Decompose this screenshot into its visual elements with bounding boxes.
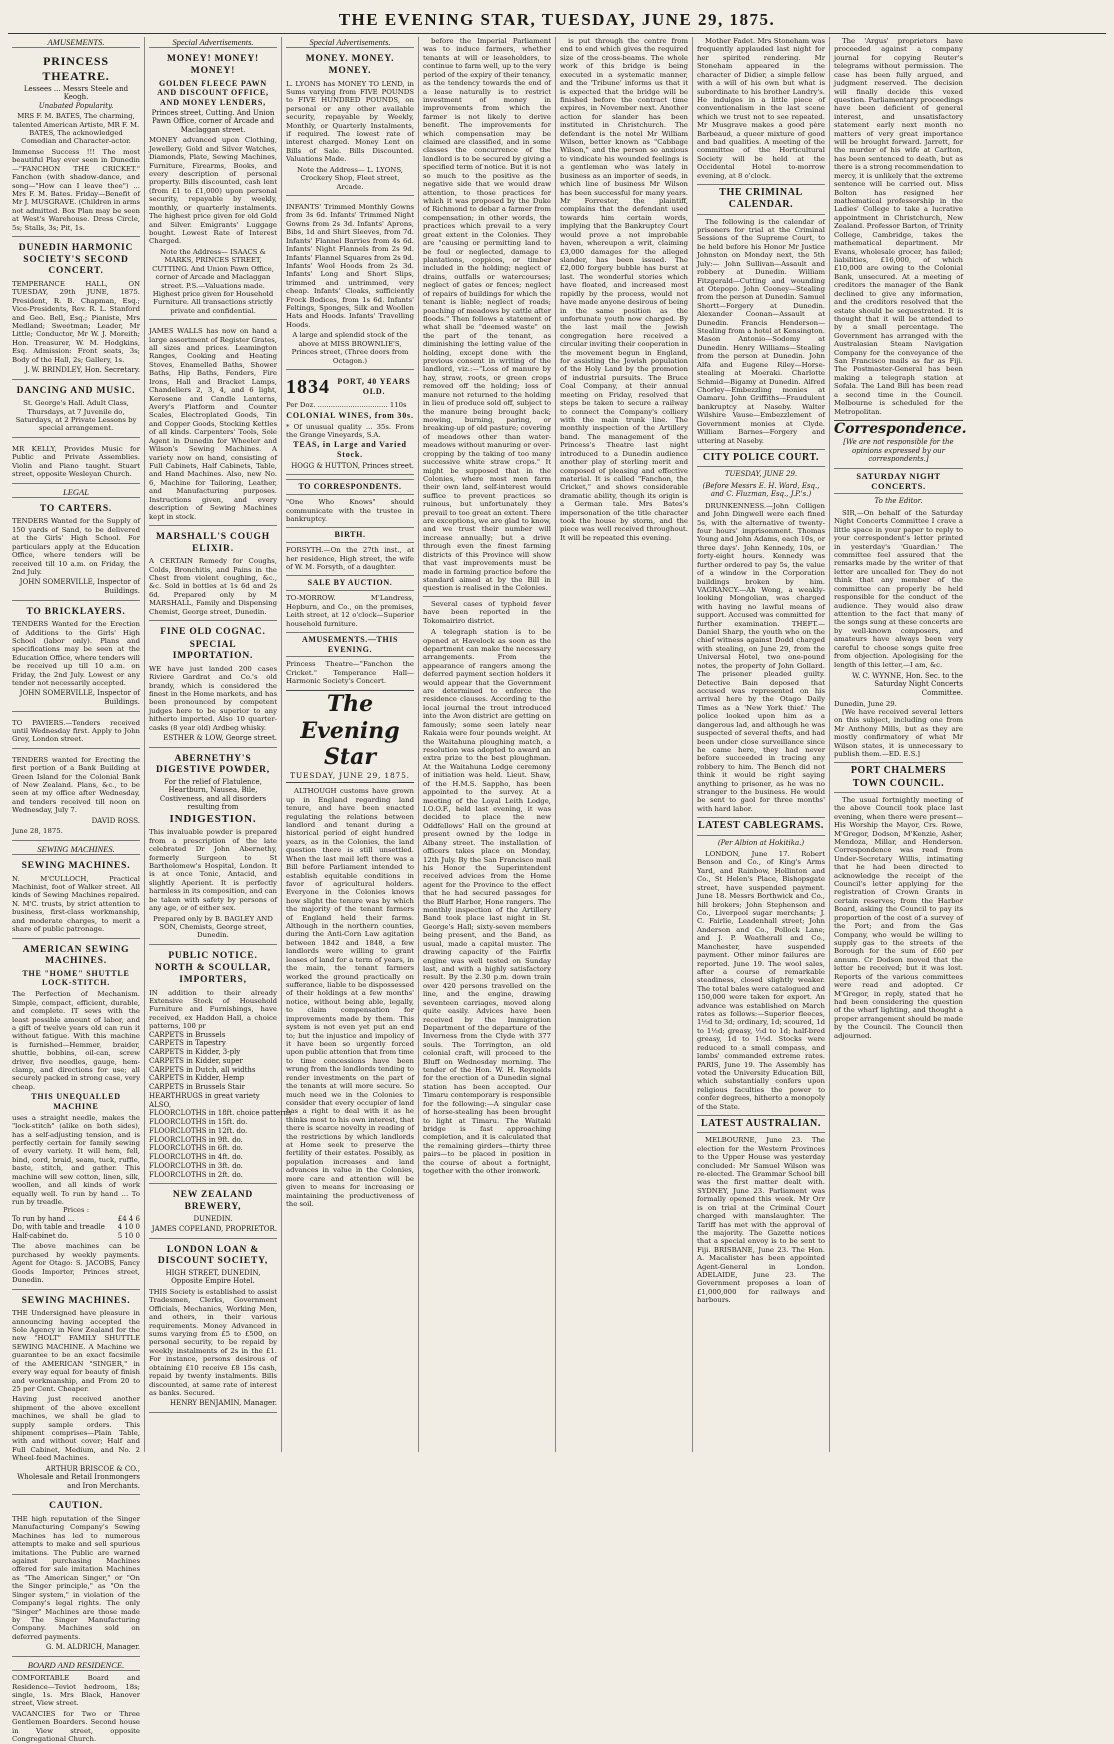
carpet-item: ALSO, xyxy=(149,1100,172,1109)
dancing-ad xyxy=(12,383,140,438)
ad-title: SEWING MACHINES. xyxy=(21,861,131,872)
ad-subtitle: Princes street, Cutting. And Union Pawn Office, corner of Arcade and Maclaggan street. xyxy=(151,108,275,134)
carpet-item: CARPETS in Kidder, super xyxy=(149,1056,243,1065)
legal-header: LEGAL xyxy=(12,487,140,498)
australian-header: LATEST AUSTRALIAN. xyxy=(697,1115,825,1133)
ad-body: JAMES WALLS has now on hand a large assortment of Register Grates, all sizes and prices. Leamington Ranges, Cooking and Heating Stoves, Enamelled Baths, Shower Baths, Hip Baths, Fenders, Fire Irons, Hall and Bracket Lamps, Chandeliers 2, 3, 4, and 6 light, Kerosene and Candle Lanterns, Avery's Platform and Counter Scales, Electroplated Goods, Tin and Copper Goods, Stocking Kettles of all kinds. Carpenters' Tools, Sole Agent in Dunedin for Wheeler and Wilson's Sewing Machines. A variety now on hand, consisting of Full Cabinets, Half Cabinets, Table, and Hand Machines. Also, new No. 6, Machine for Tailoring, Leather, and Manufacturing purposes. Instructions given, and every description of Sewing Machines kept in stock. xyxy=(149,327,277,521)
ad-signature: ARTHUR BRISCOE & CO., Wholesale and Retail Ironmongers and Iron Merchants. xyxy=(17,1464,140,1490)
news-paragraph: is put through the centre from end to end which gives the required size of the cross-beams. The whole work of this bridge is being executed in a systematic manner, and the 'Tribune' informs us that it is expected that the bridge will be finished before the contract time expires, in November next. Another action for slander has been instituted in Christchurch. The defendant is the notel Mr William Wilson, better known as "Cabbage Wilson," and the person so anxious to vindicate his wounded feelings is a gentleman who was lately in business as an importer of seeds, in which line of business Mr Wilson has been successful for many years. Mr Forrester, the plaintiff, complains that the defendant used towards him certain words, implying that the Bankruptcy Court would prove a not improbable haven, whereupon a writ, claiming £3,000 damages for the alleged slander, has been issued. The £2,000 forgery bubble has burst at last. The wonderful stories which have floated, and increased most rapidly by the process, would not have made anyone desirous of being in the same position as the unfortunate youth now charged. By the last mail the Jewish congregation here received a circular inviting their cooperation in the movement begun in England, for assisting the Jewish population of the Holy Land by the promotion of industrial pursuits. The Bruce Coal Company, at their annual meeting on Friday, resolved that steps be taken to secure a railway to connect the Company's colliery with the main trunk line. The monthly inspection of the Artillery band. The management of the Princess's Theatre last night introduced to a Dunedin audience another play of sterling merit and composed of pleasing and effective material. It is called "Fanchon, the Cricket," and shows considerable dramatic ability, though its origin is a German tale. Mrs Bates's impersonation of the title character took the house by storm, and the piece was well received throughout. It will be repeated this evening. xyxy=(560,37,688,542)
ad-title: GOLDEN FLEECE PAWN AND DISCOUNT OFFICE, AND MONEY LENDERS, xyxy=(157,78,269,108)
carpet-item: FLOORCLOTHS in 15ft. do. xyxy=(149,1118,248,1127)
singer-caution-ad xyxy=(12,1498,140,1656)
ad-signature: A large and splendid stock of the above at MISS BROWNLIE'S, Princes street, (Three doors from Octagon.) xyxy=(291,331,409,365)
ad-body: N. M'CULLOCH, Practical Machinist, foot of Walker street. All kinds of Sewing Machines repaired. N. M'C. trusts, by strict attention to business, first-class workmanship, and moderate charges, to merit a share of public patronage. xyxy=(12,874,140,934)
ad-title: INDIGESTION. xyxy=(169,812,257,825)
ad-body: This invaluable powder is prepared from a prescription of the late celebrated Dr John Abernethy, formerly Surgeon to St Bartholomew's Hospital, London. It is at once Tonic, Antacid, and slightly Aperient. It is perfectly harmless in its composition, and can be taken with safety by persons of any age, or of either sex. xyxy=(149,828,277,913)
carpet-item: FLOORCLOTHS in 2ft. do. xyxy=(149,1170,243,1179)
ad-title: TO CARTERS. xyxy=(39,503,113,514)
ad-body: MRS F. M. BATES, The charming, talented American Artiste, MR F. M. BATES, The acknowledged Comedian and Character-actor. xyxy=(12,112,140,146)
letter-signature: W. C. WYNNE, Hon. Sec. to the Saturday Night Concerts Committee. xyxy=(852,671,963,697)
ad-signature: JOHN SOMERVILLE, Inspector of Buildings. xyxy=(19,689,140,706)
ad-title: DUNEDIN HARMONIC SOCIETY'S SECOND CONCERT. xyxy=(18,243,134,277)
police-court-header: CITY POLICE COURT. xyxy=(697,449,825,467)
golden-fleece-ad xyxy=(149,51,277,320)
loan-society-ad xyxy=(149,1242,277,1413)
news-paragraph: Mother Fadet. Mrs Stoneham was frequently applauded last night for her spirited rendering. Mr Stoneham appeared in the character of Didier, a simple fellow with a will of his own but what is subordinate to his brother Landry's. He indulges in a little piece of conventionalism in the last scene which we trust not to see repeated. Mr Musgrave makes a good père Barbeaud, a queer mixture of good and bad qualities. A meeting of the committee of the Horticultural Society will be held at the Occidental Hotel to-morrow evening, at 8 o'clock. xyxy=(697,37,825,180)
ad-body: The above machines can be purchased by weekly payments. Agent for Otago: S. JACOBS, Fancy Goods Importer, Princes street, Dunedin. xyxy=(12,1242,140,1285)
ad-title: NORTH & SCOULLAR, IMPORTERS, xyxy=(155,963,271,985)
bricklayers-tender-ad xyxy=(12,604,140,712)
ad-signature: Prepared only by B. BAGLEY AND SON, Chemists, George street, Dunedin. xyxy=(153,914,273,940)
abernethy-ad xyxy=(149,751,277,945)
price-value: 5 10 0 xyxy=(117,1231,140,1240)
letter-date: Dunedin, June 29. xyxy=(834,699,897,708)
news-paragraph: The 'Argus' proprietors have proceeded against a company journal for copying Reuter's telegrams without permission. The case has been fully argued, and judgment reserved. The decision will finally decide this vexed question. Parliamentary proceedings have been deficient of general interest, and unsatisfactory statement early next month no matters of very great importance will be brought forward. Jarrett, for the murder of his wife at Carlton, has been sentenced to death, but as there is a strong recommendation to mercy, it is unlikely that the extreme sentence will be carried out. Miss Bolton has resigned her mathematical professorship in the Ladies' College to take a lucrative appointment in Christchurch, New Zealand. Professor Barton, of Trinity College, Cambridge, takes the mathematical department. Mr Evans, wholesale grocer, has failed; liabilities, £16,000, of which £10,000 are owing to the Colonial Bank, unsecured. At a meeting of creditors the manager of the Bank declined to give any information, and the creditors resolved that the estate should be sequestrated. It is thought that it will be attended to by a small percentage. The Government has arranged with the Australasian Steam Navigation Company for the conveyance of the San Francisco mails as far as Fiji. The Postmaster-General has been making a telegraph station at Sofala. The Land Bill has been read a second time in the Council. Melbourne is scheduled for the Metropolitan. xyxy=(834,37,963,416)
price-label: Do, with table and treadle xyxy=(12,1223,105,1232)
ad-title: THE "HOME" SHUTTLE LOCK-STITCH. xyxy=(22,968,130,988)
ad-body: Note the Address— ISAACS & MARKS, PRINCES STREET, CUTTING. And Union Pawn Office, corner of Arcade and Maclaggan street. P.S.—Valuations made. Highest price given for Household Furniture. All transactions strictly private and confidential. xyxy=(152,247,274,315)
carpet-item: CARPETS in Kidder, Hemp xyxy=(149,1074,245,1083)
correspondence-header: Correspondence. xyxy=(834,420,967,437)
ad-body: * Of unusual quality ... 35s. From the Grange Vineyards, S.A. xyxy=(286,422,414,439)
sewing-header: SEWING MACHINES. xyxy=(12,844,140,855)
ad-body: THIS Society is established to assist Tradesmen, Clerks, Government Officials, Mechanics, Working Men, and others, in their various requirements. Money Advanced in sums varying from £5 to £500, on personal security, to be repaid by weekly instalments of 2s in the £1. For instance, persons desirous of obtaining £10 receive £8 15s cash, repaid by twenty instalments. Bills discounted, at same rate of interest as banks. Secured. xyxy=(149,1287,277,1397)
carpet-item: FLOORCLOTHS in 4ft. do. xyxy=(149,1153,243,1162)
ad-signature: JAMES COPELAND, PROPRIETOR. xyxy=(151,1225,277,1234)
carpet-item: CARPETS in Dutch, all widths xyxy=(149,1065,256,1074)
holt-machine-ad xyxy=(12,1293,140,1496)
ad-title: SPECIAL IMPORTATION. xyxy=(172,639,254,662)
ad-body: INFANTS' Trimmed Monthly Gowns from 3s 6d. Infants' Trimmed Night Gowns from 2s 3d. Infants' Aprons, Bibs, 1d and Shirt Sleeves, from 7d. Infants' Flannel Barries from 4s 6d. Infants' Night Flannels from 2s 9d. Infants' Flannel Squares from 2s 9d. Infants' Wool Hoods from 2s 3d. Infants' Long and Short Slips, trimmed and untrimmed, very cheap. Infants' Cloaks, sufficiently Frock Bodices, from 1s 6d. Infants' Feltings, Sponges, Silk and Woollen Hats and Hoods. Infants' Travelling Hoods. xyxy=(286,203,414,329)
ad-body: IN addition to their already Extensive Stock of Household Furniture and Furnishings, have received, ex Haddon Hall, a choice patterns, 100 pr xyxy=(149,988,277,1031)
police-court-date: TUESDAY, JUNE 29. xyxy=(724,470,798,479)
ad-body: TEMPERANCE HALL, ON TUESDAY, 29th JUNE, 1875. President, R. B. Chapman, Esq.; Vice-Presidents, Rev. R. L. Stanford and Geo. Bell, Esq.; Pianiste, Mrs Medland; Sweetman; Leader, Mr Little; Conductor, Mr W. J. Moreith; Hon. Treasurer, W. M. Hodgkins, Esq. Admission: Front seats, 3s; Body of the Hall, 2s; Gallery, 1s. xyxy=(12,279,140,364)
port-chalmers-body: The usual fortnightly meeting of the above Council took place last evening, when there were present—His Worship the Mayor, Crs. Rowe, M'Gregor, Dodson, M'Kenzie, Asher, Mendoza, Millar, and Henderson. Correspondence was read from Under-Secretary Willis, intimating that he had been directed to acknowledge the receipt of the Council's letter applying for the registration of Crown Grants in certain reserves; from the Harbor Board, asking the Council to pay its proportion of the cost of a survey of the Port; and from the Gas Company, who would be willing to supply gas to the streets of the Borough for the sum of £60 per annum. Cr Dodson moved that the letter be received; but it was lost. Reports of the various committees were read and adopted. Cr M'Gregor, in reply, stated that he had been considering the question of the wharf lighting, and thought a proper arrangement should be made by the Council. The Council then adjourned. xyxy=(834,795,963,1040)
board-header: BOARD AND RESIDENCE. xyxy=(12,1660,140,1671)
carpet-item: FLOORCLOTHS in 9ft. do. xyxy=(149,1135,243,1144)
north-scoullar-ad xyxy=(149,948,292,1185)
ad-body: THE high reputation of the Singer Manufacturing Company's Sewing Machines has led to numerous attempts to make and sell spurious imitations. The Public are warned against purchasing Machines offered for sale imitation Machines as "The American Singer," or "On the Singer principle," as "On the Singer system," in violation of the Company's legal rights. The only "Singer" Machines are those made by The Singer Manufacturing Company. Machines sold on deferred payments. xyxy=(12,1514,140,1641)
port-chalmers-header: PORT CHALMERS TOWN COUNCIL. xyxy=(834,762,963,792)
ad-body: WE have just landed 200 cases Riviere Gardrat and Co.'s old brandy, which is considered the finest in the Home markets, and has been pronounced by competent judges here to be superior to any hitherto imported. Also 10 quarter-casks (8 year old) Ardbeg whisky. xyxy=(149,664,277,732)
carpet-item: FLOORCLOTHS in 6ft. do. xyxy=(149,1144,243,1153)
home-machine-ad xyxy=(12,942,140,1290)
column-2 xyxy=(145,37,292,1452)
column-5 xyxy=(556,37,693,1452)
brewery-ad xyxy=(149,1187,277,1238)
ad-subtitle: DUNEDIN. xyxy=(193,1214,233,1223)
ad-title: NEW ZEALAND BREWERY, xyxy=(172,1190,254,1213)
editorial-text: ALTHOUGH customs have grown up in England regarding land tenure, and have been enacted regulating the relations between landlord and tenant during a historical period of eight hundred years, as in the Colonies, the land question there is still unsettled. When the last mail left there was a Bill before Parliament intended to establish equitable conditions in favor of agricultural holders. Everyone in the Colonies knows how slight the tenure was by which the majority of the tenant farmers of England held their farms. Although in the northern counties, during the Anti-Corn Law agitation between 1842 and 1848, a few landlords were willing to grant leases of land for a term of years, in the main, the tenant farmers worked the ground practically on sufferance, liable to be dispossessed of their holdings at a few months' notice, without being able, legally, to claim compensation for improvements made by them. This system is not even yet put an end to; but the injustice and impolicy of it have been so urgently forced upon public attention that from time to time concessions have been wrung from the landlords tending to render investments on the part of the tenants at will more secure. So much need we in the Colonies to consider that every occupier of land has a right to deal with it as he thinks most to his own interest, that there is scarce novelty in reading of the restrictions by which landlords at Home seek to preserve the fertility of their estates. Possibly, as population increases and land advances in value in the Colonies, more care and attention will be given to means for increasing or maintaining the productiveness of the soil. xyxy=(286,787,414,1208)
ad-body: St. George's Hall. Adult Class, Thursdays, at 7 Juvenile do, Saturdays, at 2 Private Lessons by special arrangement. xyxy=(15,399,137,433)
harmonic-society-ad xyxy=(12,240,140,379)
ad-title: AMERICAN SEWING MACHINES. xyxy=(22,944,130,967)
ad-title: PRINCESS THEATRE. xyxy=(42,54,110,83)
bank-tender-ad xyxy=(12,752,140,841)
ad-title: THIS UNEQUALLED MACHINE xyxy=(31,1092,121,1112)
sale-header: SALE BY AUCTION. xyxy=(286,575,414,591)
column-3 xyxy=(282,37,419,1452)
ad-body: TO PAVIERS.—Tenders received until Wednesday first. Apply to John Grey, London street. xyxy=(12,718,140,744)
mcculloch-ad xyxy=(12,858,140,939)
ad-signature: G. M. ALDRICH, Manager. xyxy=(45,1643,140,1652)
ad-body: TENDERS Wanted for the Erection of Additions to the Girls' High School (labor only). Plans and specifications may be seen at the Education Office, where tenders will be received up till 10 a.m. on Friday, the 2nd July. Lowest or any tender not necessarily accepted. xyxy=(12,620,140,688)
price-row xyxy=(12,1223,140,1232)
port-wine-ad xyxy=(286,373,414,475)
ad-signature: J. W. BRINDLEY, Hon. Secretary. xyxy=(24,366,140,375)
cablegrams-source: (Per Albion at Hokitika.) xyxy=(717,838,805,847)
carpet-item: CARPETS in Brussels Stair xyxy=(149,1083,245,1092)
divider xyxy=(423,596,551,597)
masthead xyxy=(8,10,1106,34)
criminal-calendar-header: THE CRIMINAL CALENDAR. xyxy=(697,184,825,214)
ad-title: MONEY! MONEY! MONEY! xyxy=(167,54,259,76)
editor-note: [We have received several letters on this subject, including one from Mr Anthony Mills, but as they are mostly confirmatory of what Mr Wilson states, it is unnecessary to publish them.—ED. E.S.] xyxy=(834,707,963,759)
carpet-item: HEARTHRUGS in great variety xyxy=(149,1091,260,1100)
ad-signature: HOGG & HUTTON, Princes street. xyxy=(291,461,414,470)
carpet-list xyxy=(149,1030,292,1180)
board-ad: COMFORTABLE Board and Residence—Teviot hedroom, 18s; single, 1s. Mrs Black, Hanover street, View street. xyxy=(12,1674,140,1708)
ad-title: MARSHALL'S COUGH ELIXIR. xyxy=(156,531,270,554)
ad-subtitle: Lessees ... Messrs Steele and Keogh. xyxy=(23,84,129,102)
carpet-item: CARPETS in Tapestry xyxy=(149,1039,226,1048)
amusements-header: AMUSEMENTS.—THIS EVENING. xyxy=(286,632,414,658)
price-value: £4 4 6 xyxy=(117,1214,140,1223)
amusements-header: AMUSEMENTS. xyxy=(12,37,140,48)
birth-header: BIRTH. xyxy=(286,527,414,543)
editorial-continued: before the Imperial Parliament was to induce farmers, whether tenants at will or leaseholders, to continue to farm well, up to the very period of the expiry of their tenancy, as the tendency towards the end of a lease naturally is to restrict investment of money in improvements from which the farmer is not likely to derive benefit. The improvements for which compensation may be claimed are classified, and in some classes the concurrence of the landlord is to be secured by giving a specified term of notice. But it is not so much to the positive as the negative side that we would draw attention, to those practices for which it was proposed by the Duke of Richmond to debar a farmer from compensation; in other words, the practices which prevail to a very great extent in the Colonies. They are "causing or permitting land to be foul or neglected, damage to plantations, coppices, or timber included in the holding; neglect of drains, outfalls or watercourses; neglect of gates or fences; neglect of repairs of buildings for which the tenant is liable; neglect of roads; poaching of meadows by cattle after floods." Then follows a statement of what shall be "deemed waste" on the part of the tenant, as diminishing the letting value of the holding, except done with the previous consent in writing of the landlord, viz.:—"Loss of manure by hay, straw, roots, or green crops removed off the holding; loss of manure not returned to the holding in lieu of produce sold off, subject to the manure being brought back; mowing, burning, paring, or breaking-up of old pasture; covering of meadows other than water-meadows without manuring or over-cropping by the taking of too many successive white straw crops." It might be supposed that in the Colonies, where most men farm their own land, self-interest would suffice to prevent practices so ruinous, but unfortunately they prevail to too great an extent. There are exceptions, we are glad to know, and we trust their number will increase annually; but a drive through even the finest farming districts of this Province will show that vast improvements must be made in farming practice before the standard aimed at by the Bill in question is realised in the Colonies. xyxy=(423,37,551,593)
flag-date: TUESDAY, JUNE 29, 1875. xyxy=(286,771,414,783)
price-row xyxy=(12,1232,140,1241)
correspondents-header: TO CORRESPONDENTS. xyxy=(286,479,414,495)
princess-theatre-ad xyxy=(12,51,140,237)
ad-signature: Note the Address— L. LYONS, Crockery Shop, Fleet street, Arcade. xyxy=(297,165,403,191)
ad-body: Immense Success !!! The most beautiful Play ever seen in Dunedin—"FANCHON THE CRICKET." Fanchon (with shadow-dance, and song—"How can I leave thee") ... Mrs F. M. Bates. Friday—Benefit of Mr J. MUSGRAVE. (Children in arms not admitted. Box Plan may be seen at West's Warehouse. Dress Circle, 5s; Stalls, 3s; Pit, 1s. xyxy=(12,147,140,232)
ad-body: TENDERS Wanted for the Supply of 150 yards of Sand, to be delivered at the Girls' High School. For particulars apply at the Education Office, where tenders will be received till 10 a.m. on Friday, the 2nd July. xyxy=(12,517,140,577)
ad-signature: ESTHER & LOW, George street. xyxy=(163,734,277,743)
police-court-bench: (Before Messrs E. H. Ward, Esq., and C. Fluzman, Esq., J.P.'s.) xyxy=(702,481,820,499)
column-6 xyxy=(693,37,830,1452)
paviers-ad xyxy=(12,715,140,749)
ad-date: June 28, 1875. xyxy=(12,827,63,836)
ad-body: MONEY advanced upon Clothing, Jewellery, Gold and Silver Watches, Diamonds, Plate, Sewing Machines, Furniture, Firearms, Books, and every description of personal property. Bills discounted, cash lent (from £1 to £1,000) upon personal security, repayable by weekly, monthly, or quarterly instalments. The highest price given for old Gold and Silver. Emigrants' Luggage bought. Lowest Rate of Interest Charged. xyxy=(149,136,277,246)
ad-subtitle: HIGH STREET, DUNEDIN, Opposite Empire Hotel. xyxy=(165,1268,261,1286)
police-court-body: DRUNKENNESS.—John Colligen and John Dingwell were each fined 5s, with the alternative of twenty-four hours' imprisonment. Thomas Young and John Adams, each 10s, or three days'. John Kennedy, 10s, or forty-eight hours. Kennedy was further ordered to pay 5s, the value of a window in the Corporation buildings broken by him. VAGRANCY.—Ah Wong, a weakly-looking Mongolian, was charged with having no lawful means of support. Accused was committed for further examination. THEFT.—Daniel Sharp, the youth who on the chief witness against Dodd charged with stealing, on June 29, from the Universal Hotel, two one-pound notes, the property of John Gollard. The prisoner pleaded guilty. Detective Bain deposed that accused was represented on his arrival here by the Otago Daily Times as a 'New York thief.' The police looked upon him as a dangerous lad, and although he was suspected of several thefts, and had been under close surveillance since he came here, they had never before succeeded in tracing any robbery to him. The Bench did not think it would be right saying anything to prisoner, as he was no stranger to the business. He would be sent to gaol for three months' with hard labor. xyxy=(697,501,825,813)
ad-title: ABERNETHY'S DIGESTIVE POWDER, xyxy=(156,753,270,776)
ad-subtitle: For the relief of Flatulence, Heartburn, Nausea, Bile, Costiveness, and all disorders resulting from xyxy=(159,777,267,812)
cablegrams-header: LATEST CABLEGRAMS. xyxy=(697,817,825,835)
ad-body: uses a straight needle, makes the "lock-stitch" (alike on both sides), has a self-adjusting tension, and is perfectly certain for family sewing of every variety. It will hem, fell, bind, cord, braid, seam, tuck, ruffle, baste, stitch, and gather. This machine will sew cotton, linen, silk, woollen, and all kinds of work equally well. To run by hand ... To run by treadle. xyxy=(12,1113,140,1207)
ad-subtitle: Unabated Popularity. xyxy=(38,101,114,110)
prices-label: Prices : xyxy=(62,1206,90,1215)
news-paragraph: Several cases of typhoid fever have been reported in the Tokomairiro district. xyxy=(423,599,551,625)
masthead-title: THE EVENING STAR, TUESDAY, JUNE 29, 1875. xyxy=(338,10,776,29)
special-ads-header: Special Advertisements. xyxy=(149,37,277,48)
ad-title: FINE OLD COGNAC. xyxy=(160,627,266,638)
lyons-money-ad xyxy=(286,51,414,196)
carters-tender-ad xyxy=(12,501,140,601)
ad-title: SEWING MACHINES. xyxy=(21,1295,131,1306)
ad-signature: HENRY BENJAMIN, Manager. xyxy=(170,1399,277,1408)
price-label: Half-cabinet do. xyxy=(12,1231,69,1240)
cough-elixir-ad xyxy=(149,529,277,621)
ad-body: A CERTAIN Remedy for Coughs, Colds, Bronchitis, and Pains in the Chest from violent coughing, &c., &c. Sold in bottles at 1s 6d and 2s 6d. Prepared only by M MARSHALL, Family and Dispensing Chemist, George street, Dunedin. xyxy=(149,557,277,616)
board-ad: VACANCIES for Two or Three Gentlemen Boarders. Second house in View street, opposite Congregational Church. xyxy=(12,1709,140,1744)
cablegrams-body: LONDON, June 17. Robert Benson and Co., of King's Arms Yard, and Rainbow, Hollinton and Co., St Helen's Place, Bishopsgate street, have suspended payment. June 18. Messrs Borthwick and Co., hill brokers; John Stephenson and Co., Liverpool sugar merchants; J. C. Fairlie, Leadenhall street; John Anderson and Co., Pollock Lane; and J. P. Weatherall and Co., Manchester, have suspended payment. Other minor failures are reported. June 19. The wool sales, after a course of remarkable steadiness, closed slightly weaker. The total bales were catalogued and 150,000 were taken for export. An advance was established on March rates as follows:—Superior fleeces, 1½d to 3d; ordinary, 1d; scoured, 1d to 1½d; greasy, ½d to 1d; half-bred greasy, 1d to 1½d. Stocks were reduced to a small compass, and lambs' commanded extreme rates. PARIS, June 19. The Assembly has voted the University Education Bill, which substantially confers upon religious faculties the power to confer degrees, hitherto a monopoly of the State. xyxy=(697,850,825,1111)
ad-title: TEAS, in Large and Varied Stock. xyxy=(293,440,407,460)
australian-body: MELBOURNE, June 23. The election for the Western Provinces to the Upper House was yesterday concluded: Mr Samuel Wilson was re-elected. The Grammar School bill was the first matter dealt with. SYDNEY, June 23. Parliament was formally opened this week. Mr Orr is on trial at the Criminal Court charged with manslaughter. The Tariff has met with the approval of the majority. The Gazette notices that a special envoy is to be sent to Fiji. BRISBANE, June 23. The Hon. A. Macalister has been appointed Agent-General in London. ADELAIDE, June 23. The Government proposes a loan of £1,000,000 for railways and harbours. xyxy=(697,1136,825,1305)
columns xyxy=(8,37,1106,1744)
column-7 xyxy=(830,37,967,1452)
ad-body: TENDERS wanted for Erecting the first portion of a Bank Building at Green Island for the Colonial Bank of New Zealand. Plans, &c., to be seen at my office after Wednesday, and tenders received till noon on Wednesday, July 7. xyxy=(12,755,140,815)
correspondents-body: "One Who Knows" should communicate with the trustee in bankruptcy. xyxy=(286,498,414,524)
ad-title: LONDON LOAN & DISCOUNT SOCIETY, xyxy=(157,1244,269,1267)
price-row xyxy=(12,1215,140,1224)
ad-title: DANCING AND MUSIC. xyxy=(16,385,136,396)
ad-signature: DAVID ROSS. xyxy=(91,816,140,825)
newspaper-flag: The Evening Star xyxy=(286,690,414,771)
amusements-body: Princess Theatre—"Fanchon the Cricket." Temperance Hall—Harmonic Society's Concert. xyxy=(286,660,414,686)
ad-body: Per Doz. ................................ 110s xyxy=(286,401,407,410)
correspondence-disclaimer: [We are not responsible for the opinions expressed by our correspondents.] xyxy=(843,438,954,464)
ad-title: TO BRICKLAYERS. xyxy=(26,606,126,617)
infants-wear-ad xyxy=(286,199,414,370)
criminal-calendar-body: The following is the calendar of prisoners for trial at the Criminal Sessions of the Supreme Court, to be held before his Honor Mr Justice Johnston on Monday next, the 5th July:— John Sullivan—Assault and robbery at Dunedin. William Fitzgerald—Cutting and wounding at Otepopo. John Cooney—Stealing from the person at Dunedin. Samuel Shortt—Forgery at Dunedin. Alexander Coonan—Assault at Dunedin. Francis Henderson—Stealing from a hotel at Kensington. Mason Antonio—Sodomy at Dunedin. Henry Williams—Stealing from the person at Dunedin. John Alfa and Eugene Riley—Horse-stealing at Moeraki. Charlotte Schmid—Bigamy at Dunedin. Alfred Chorley—Embezzling monies at Oamaru. John Griffiths—Fraudulent bankruptcy at Naseby. Walter Wilshire Vause—Embezzlement of Government monies at Clyde. William Barnes—Forgery and uttering at Naseby. xyxy=(697,217,825,445)
column-4 xyxy=(419,37,556,1452)
news-paragraph: A telegraph station is to be opened at Havelock as soon as the department can make the necessary arrangements. From the appearance of rangers among the deferred payment section holders it would appear that the Government are determined to enforce the residence clauses. According to the local journal the trout introduced into the Avon district are getting on famously; some seen lately near Rakaia were four pounds weight. At the Waitahuna ploughing match, a resolution was adopted to award an extra prize to the best ploughman. At the Waitahuna Lodge ceremony of initiation was held. Lieut. Shaw, of the H.M.S. Sappho, has been appointed to the survey. At a meeting of the Loyal Leith Lodge, I.O.O.F., held last evening, it was decided to place the new Oddfellows' Hall on the ground at present owned by the lodge in Albany street. The installation of officers takes place on Monday, 12th July. By the San Francisco mail his Honor the Superintendent received advices from the Home agent for the Province to the effect that he had secured passages for the Bluff Harbor, Hone rangers. The monthly inspection of the Artillery Band took place last night in St. George's Hall; sixty-seven members being present, and the Band, as usual, made a capital muster. The drawing capacity of the Fairfix engine was well tested on Sunday last, and with a highly satisfactory result. By the 2.30 p.m. down train over 420 persons travelled on the line, and the engine, drawing seventeen carriages, moved along quite easily. Advices have been received by the Immigration Department of the departure of the Inverness from the Clyde with 377 souls. The Torrington, an old colonial craft, will proceed to the Bluff on Wednesday morning. The tender of the Hon. W. H. Reynolds for the erection of a Dunedin signal station has been accepted. Our Timaru contemporary is responsible for the following:—A singular case of horse-stealing has been brought to light at Timaru. The Waitaki bridge is fast approaching completion, and it is calculated that the remaining girders—thirty three pairs—to be placed in position in the course of about a fortnight, together with the other ironwork. xyxy=(423,628,551,1176)
carpet-item: FLOORCLOTHS in 3ft. do. xyxy=(149,1161,243,1170)
ad-title: COLONIAL WINES, from 30s. xyxy=(286,410,414,420)
carpet-item: FLOORCLOTHS in 18ft. choice patterns xyxy=(149,1109,292,1118)
carpet-item: FLOORCLOTHS in 12ft. do. xyxy=(149,1126,248,1135)
ad-title: PUBLIC NOTICE. xyxy=(168,950,258,961)
saturday-concerts-header: SATURDAY NIGHT CONCERTS. xyxy=(834,468,963,495)
port-row xyxy=(286,375,414,399)
column-1 xyxy=(8,37,145,1744)
ad-body: MR KELLY, Provides Music for Public and Private Assemblies. Violin and Piano taught. Stuart street, opposite Wesleyan Church. xyxy=(12,444,140,479)
carpet-item: CARPETS in Kidder, 3-ply xyxy=(149,1048,241,1057)
carpet-item: CARPETS in Brussels xyxy=(149,1030,226,1039)
cognac-ad xyxy=(149,624,277,748)
ad-title: PORT, 40 YEARS OLD. xyxy=(337,377,411,397)
james-walls-ad xyxy=(149,323,277,526)
ad-body: L. LYONS has MONEY TO LEND, in Sums varying from FIVE POUNDS to FIVE HUNDRED POUNDS, on personal or any other available security, repayable by Weekly, Monthly, or Quarterly Instalments, if required. The lowest rate of interest charged. Money Lent on Bills of Sale. Bills Discounted. Valuations Made. xyxy=(286,79,414,164)
birth-body: FORSYTH.—On the 27th inst., at her residence, High street, the wife of W. M. Forsyth, of a daughter. xyxy=(286,546,414,572)
special-ads-header: Special Advertisements. xyxy=(286,37,414,48)
ad-body: THE Undersigned have pleasure in announcing having accepted the Sole Agency in New Zealand for the new "HOLT" FAMILY SHUTTLE SEWING MACHINE. A Machine we guarantee to be an exact facsimile of the AMERICAN "SINGER," in every way equal for beauty of finish and workmanship, and From 20 to 25 per Cent. Cheaper. xyxy=(12,1309,140,1393)
kelly-music-ad xyxy=(12,441,140,484)
sale-body: TO-MORROW. M'Landress, Hepburn, and Co., on the premises, Leith street, at 12 o'clock—Superior household furniture. xyxy=(286,594,414,628)
ad-signature: JOHN SOMERVILLE, Inspector of Buildings. xyxy=(19,578,140,595)
ad-title: MONEY. MONEY. MONEY. xyxy=(305,54,395,76)
ad-body: The Perfection of Mechanism. Simple, compact, efficient, durable, and complete. IT sews with the least possible amount of labor, and a gift of twelve years old can run it without fatigue. With this machine is furnished—Hemmer, braider, shuttle, bobbins, oil-can, screw driver, five needles, gauge, hem-clamp, and directions for use; all securely packed in strong case, very cheap. xyxy=(12,990,140,1091)
port-year: 1834 xyxy=(286,376,330,399)
price-label: To run by hand ... xyxy=(12,1214,75,1223)
price-value: 4 10 0 xyxy=(117,1223,140,1232)
letter-body: SIR,—On behalf of the Saturday Night Concerts Committee I crave a little space in your paper to reply to your correspondent's letter printed in yesterday's 'Guardian.' The committee feel assured that the remarks made by the writer of that letter are uncalled for. They do not think that any member of the committee can properly be held responsible for the conduct of the audience. They would also draw attention to the fact that many of the songs sung at these concerts are by well-known composers, and amateurs have always been very careful to choose songs quite free from objection. Apologising for the length of this letter,—I am, &c. xyxy=(834,508,963,669)
ad-title: CAUTION. xyxy=(49,1501,103,1512)
to-the-editor: To the Editor. xyxy=(874,497,923,506)
ad-body: Having just received another shipment of the above excellent machines, we shall be glad to supply sample orders. This shipment comprises—Plain Table, with and without cover; Half and Full Cabinet, Medium, and No. 2 Wheel-feed Machines. xyxy=(12,1395,140,1463)
